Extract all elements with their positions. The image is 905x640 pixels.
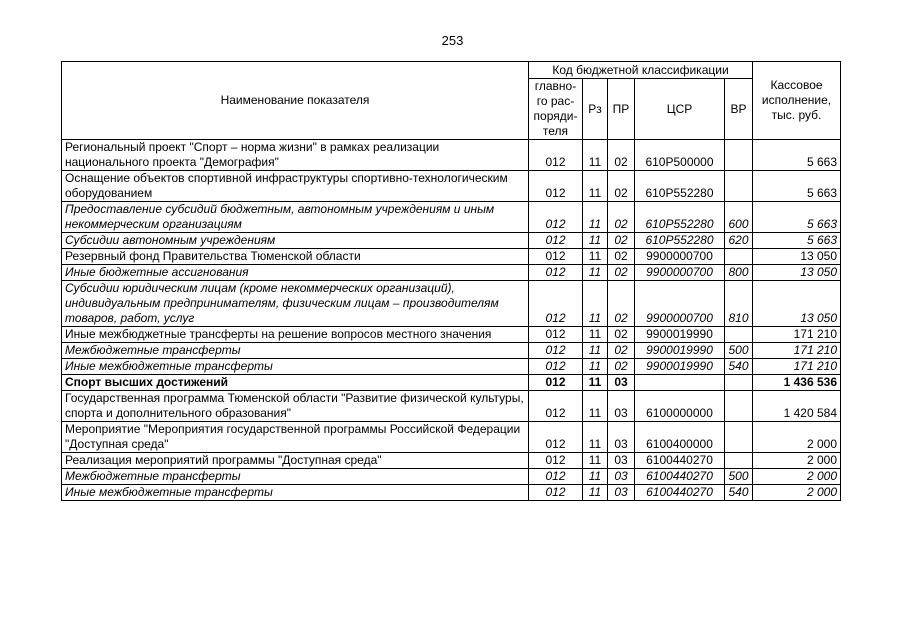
cell-pr: 02	[608, 343, 635, 359]
cell-rz: 11	[583, 171, 608, 202]
cell-csr: 9900019990	[635, 343, 725, 359]
table-row	[62, 391, 841, 422]
table-row	[62, 140, 841, 171]
cell-name: Оснащение объектов спортивной инфраструктуры спортивно-технологическим оборудованием	[62, 171, 529, 202]
cell-pr: 02	[608, 281, 635, 327]
cell-vr	[725, 375, 753, 391]
cell-csr: 9900019990	[635, 359, 725, 375]
cell-name: Мероприятие "Мероприятия государственной программы Российской Федерации "Доступная среда"	[62, 422, 529, 453]
cell-glava: 012	[529, 140, 583, 171]
cell-csr: 610Р552280	[635, 202, 725, 233]
cell-rz: 11	[583, 140, 608, 171]
cell-glava: 012	[529, 422, 583, 453]
cell-rz: 11	[583, 469, 608, 485]
cell-glava: 012	[529, 485, 583, 501]
header-name: Наименование показателя	[62, 62, 529, 140]
cell-amount: 13 050	[753, 249, 841, 265]
cell-glava: 012	[529, 359, 583, 375]
header-vr: ВР	[725, 79, 753, 140]
cell-rz: 11	[583, 343, 608, 359]
header-rz: Рз	[583, 79, 608, 140]
cell-csr: 9900000700	[635, 281, 725, 327]
cell-vr	[725, 249, 753, 265]
cell-amount: 5 663	[753, 171, 841, 202]
cell-glava: 012	[529, 469, 583, 485]
cell-amount: 2 000	[753, 422, 841, 453]
cell-glava: 012	[529, 265, 583, 281]
cell-rz: 11	[583, 359, 608, 375]
cell-csr: 610Р500000	[635, 140, 725, 171]
cell-amount: 1 436 536	[753, 375, 841, 391]
header-csr: ЦСР	[635, 79, 725, 140]
cell-vr: 500	[725, 469, 753, 485]
cell-pr: 02	[608, 233, 635, 249]
cell-pr: 03	[608, 375, 635, 391]
cell-amount: 2 000	[753, 453, 841, 469]
cell-vr	[725, 422, 753, 453]
table-row	[62, 453, 841, 469]
cell-name: Иные межбюджетные трансферты	[62, 485, 529, 501]
cell-glava: 012	[529, 171, 583, 202]
cell-rz: 11	[583, 485, 608, 501]
cell-rz: 11	[583, 453, 608, 469]
cell-vr	[725, 391, 753, 422]
budget-table	[61, 61, 841, 501]
cell-name: Иные межбюджетные трансферты на решение вопросов местного значения	[62, 327, 529, 343]
cell-rz: 11	[583, 249, 608, 265]
table-row	[62, 343, 841, 359]
header-glava: главно-го рас-поряди-теля	[529, 79, 583, 140]
cell-vr: 540	[725, 359, 753, 375]
cell-pr: 03	[608, 391, 635, 422]
cell-csr: 9900000700	[635, 265, 725, 281]
cell-csr: 6100000000	[635, 391, 725, 422]
cell-glava: 012	[529, 343, 583, 359]
cell-glava: 012	[529, 249, 583, 265]
cell-pr: 03	[608, 469, 635, 485]
cell-amount: 171 210	[753, 327, 841, 343]
cell-csr	[635, 375, 725, 391]
cell-pr: 03	[608, 453, 635, 469]
cell-pr: 02	[608, 359, 635, 375]
cell-glava: 012	[529, 233, 583, 249]
table-row	[62, 233, 841, 249]
cell-glava: 012	[529, 453, 583, 469]
cell-rz: 11	[583, 202, 608, 233]
cell-pr: 03	[608, 485, 635, 501]
cell-csr: 6100440270	[635, 469, 725, 485]
cell-amount: 13 050	[753, 265, 841, 281]
cell-pr: 02	[608, 249, 635, 265]
cell-vr	[725, 327, 753, 343]
header-pr: ПР	[608, 79, 635, 140]
cell-rz: 11	[583, 375, 608, 391]
cell-csr: 9900000700	[635, 249, 725, 265]
cell-name: Предоставление субсидий бюджетным, автономным учреждениям и иным некоммерческим организациям	[62, 202, 529, 233]
cell-rz: 11	[583, 391, 608, 422]
cell-name: Реализация мероприятий программы "Доступная среда"	[62, 453, 529, 469]
cell-name: Межбюджетные трансферты	[62, 343, 529, 359]
cell-vr	[725, 453, 753, 469]
cell-name: Спорт высших достижений	[62, 375, 529, 391]
cell-rz: 11	[583, 422, 608, 453]
cell-vr: 600	[725, 202, 753, 233]
table-row	[62, 249, 841, 265]
page-number: 253	[441, 33, 464, 48]
cell-amount: 13 050	[753, 281, 841, 327]
cell-name: Иные межбюджетные трансферты	[62, 359, 529, 375]
cell-vr	[725, 171, 753, 202]
table-row	[62, 171, 841, 202]
table-row	[62, 469, 841, 485]
cell-csr: 6100440270	[635, 485, 725, 501]
cell-rz: 11	[583, 233, 608, 249]
cell-vr: 620	[725, 233, 753, 249]
cell-vr: 810	[725, 281, 753, 327]
table-row	[62, 485, 841, 501]
cell-name: Субсидии автономным учреждениям	[62, 233, 529, 249]
cell-csr: 9900019990	[635, 327, 725, 343]
cell-amount: 5 663	[753, 233, 841, 249]
cell-amount: 1 420 584	[753, 391, 841, 422]
cell-pr: 03	[608, 422, 635, 453]
cell-name: Иные бюджетные ассигнования	[62, 265, 529, 281]
cell-glava: 012	[529, 375, 583, 391]
cell-glava: 012	[529, 202, 583, 233]
cell-glava: 012	[529, 391, 583, 422]
cell-vr	[725, 140, 753, 171]
cell-rz: 11	[583, 265, 608, 281]
cell-csr: 6100440270	[635, 453, 725, 469]
table-row	[62, 202, 841, 233]
cell-amount: 171 210	[753, 359, 841, 375]
cell-amount: 171 210	[753, 343, 841, 359]
table-row	[62, 265, 841, 281]
header-amount: Кассовое исполнение, тыс. руб.	[753, 62, 841, 140]
cell-pr: 02	[608, 140, 635, 171]
cell-pr: 02	[608, 202, 635, 233]
cell-csr: 610Р552280	[635, 171, 725, 202]
cell-vr: 500	[725, 343, 753, 359]
cell-name: Резервный фонд Правительства Тюменской области	[62, 249, 529, 265]
table-row	[62, 359, 841, 375]
cell-pr: 02	[608, 171, 635, 202]
cell-pr: 02	[608, 327, 635, 343]
cell-amount: 5 663	[753, 140, 841, 171]
cell-amount: 2 000	[753, 469, 841, 485]
cell-csr: 6100400000	[635, 422, 725, 453]
cell-pr: 02	[608, 265, 635, 281]
cell-name: Государственная программа Тюменской области "Развитие физической культуры, спорта и дополнительного образования"	[62, 391, 529, 422]
header-code-group: Код бюджетной классификации	[529, 62, 753, 79]
table-row	[62, 375, 841, 391]
cell-vr: 800	[725, 265, 753, 281]
cell-glava: 012	[529, 281, 583, 327]
cell-vr: 540	[725, 485, 753, 501]
cell-glava: 012	[529, 327, 583, 343]
cell-name: Субсидии юридическим лицам (кроме некоммерческих организаций), индивидуальным предпринимателям, физическим лицам – производителям товаров, работ, услуг	[62, 281, 529, 327]
cell-rz: 11	[583, 281, 608, 327]
table-row	[62, 281, 841, 327]
cell-name: Региональный проект "Спорт – норма жизни" в рамках реализации национального проекта "Демография"	[62, 140, 529, 171]
cell-name: Межбюджетные трансферты	[62, 469, 529, 485]
table-row	[62, 327, 841, 343]
cell-rz: 11	[583, 327, 608, 343]
table-row	[62, 422, 841, 453]
cell-amount: 5 663	[753, 202, 841, 233]
cell-csr: 610Р552280	[635, 233, 725, 249]
cell-amount: 2 000	[753, 485, 841, 501]
